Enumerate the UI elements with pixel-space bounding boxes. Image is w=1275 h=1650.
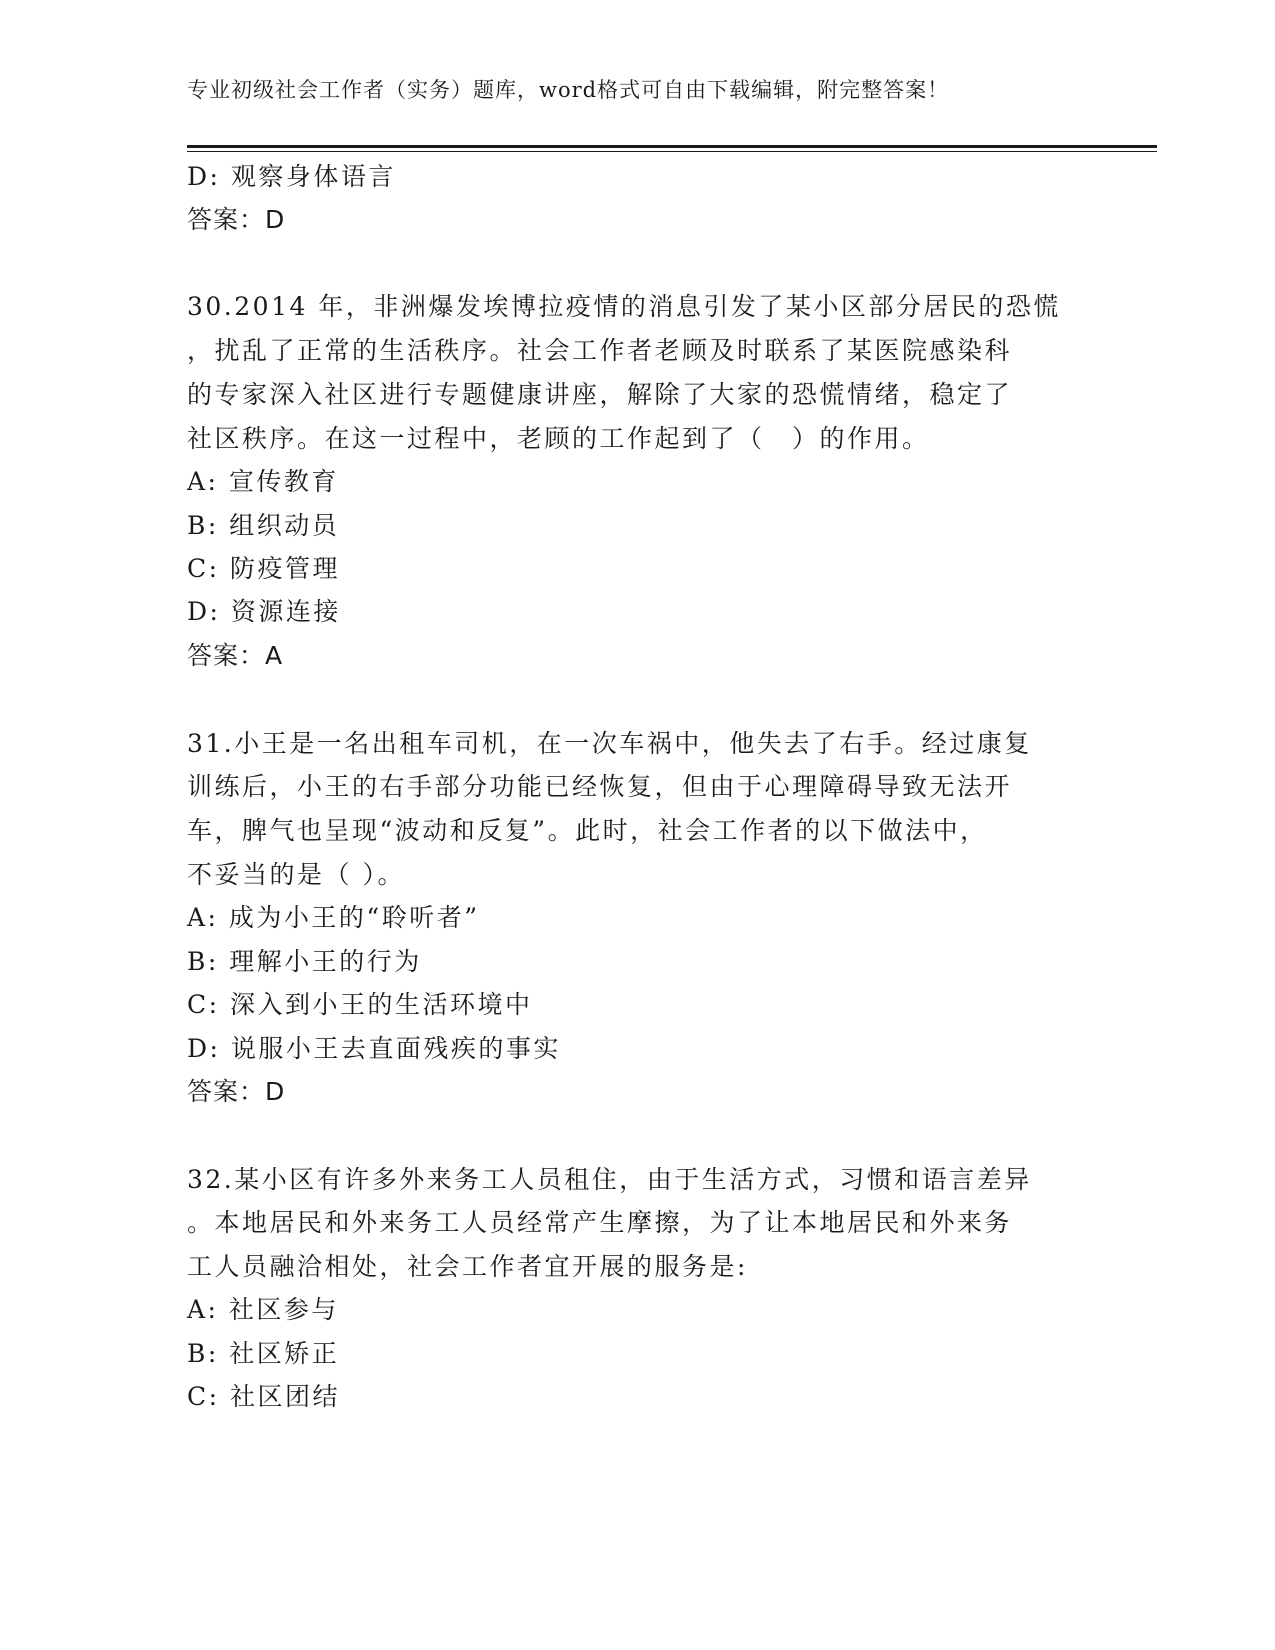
q32-option-b: B: 社区矫正 xyxy=(187,1339,340,1368)
q30-stem-line-2: ，扰乱了正常的生活秩序。社会工作者老顾及时联系了某医院感染科 xyxy=(187,336,1013,365)
q30-answer: 答案：A xyxy=(187,641,284,670)
q32-stem-line-2: 。本地居民和外来务工人员经常产生摩擦，为了让本地居民和外来务 xyxy=(187,1208,1013,1237)
q31-stem-line-2: 训练后，小王的右手部分功能已经恢复，但由于心理障碍导致无法开 xyxy=(187,772,1013,801)
q31-option-b: B: 理解小王的行为 xyxy=(187,947,422,976)
q31-stem-line-4: 不妥当的是（ ）。 xyxy=(187,860,405,889)
q32-option-c: C: 社区团结 xyxy=(187,1382,340,1411)
q31-option-c: C: 深入到小王的生活环境中 xyxy=(187,990,533,1019)
header-rule-thick xyxy=(187,145,1157,148)
prev-option-d: D: 观察身体语言 xyxy=(187,162,396,191)
q32-stem-line-1: 32.某小区有许多外来务工人员租住，由于生活方式，习惯和语言差异 xyxy=(187,1165,1032,1194)
q30-option-a: A: 宣传教育 xyxy=(187,467,339,496)
prev-answer: 答案：D xyxy=(187,205,286,234)
q31-stem-line-3: 车，脾气也呈现“波动和反复”。此时，社会工作者的以下做法中， xyxy=(187,816,988,845)
q31-option-a: A: 成为小王的“聆听者” xyxy=(187,903,480,932)
q30-stem-line-4: 社区秩序。在这一过程中，老顾的工作起到了（ ）的作用。 xyxy=(187,424,930,453)
q30-option-b: B: 组织动员 xyxy=(187,511,340,540)
q30-stem-line-3: 的专家深入社区进行专题健康讲座，解除了大家的恐慌情绪，稳定了 xyxy=(187,380,1013,409)
page-header: 专业初级社会工作者（实务）题库，word格式可自由下载编辑，附完整答案！ xyxy=(187,78,950,102)
header-rule-thin xyxy=(187,151,1157,152)
q31-stem-line-1: 31.小王是一名出租车司机，在一次车祸中，他失去了右手。经过康复 xyxy=(187,729,1032,758)
q31-option-d: D: 说服小王去直面残疾的事实 xyxy=(187,1034,561,1063)
q30-option-d: D: 资源连接 xyxy=(187,597,341,626)
q30-option-c: C: 防疫管理 xyxy=(187,554,340,583)
q32-stem-line-3: 工人员融洽相处，社会工作者宜开展的服务是: xyxy=(187,1252,748,1281)
q30-stem-line-1: 30.2014 年，非洲爆发埃博拉疫情的消息引发了某小区部分居民的恐慌 xyxy=(187,292,1061,321)
q32-option-a: A: 社区参与 xyxy=(187,1295,339,1324)
q31-answer: 答案：D xyxy=(187,1077,286,1106)
